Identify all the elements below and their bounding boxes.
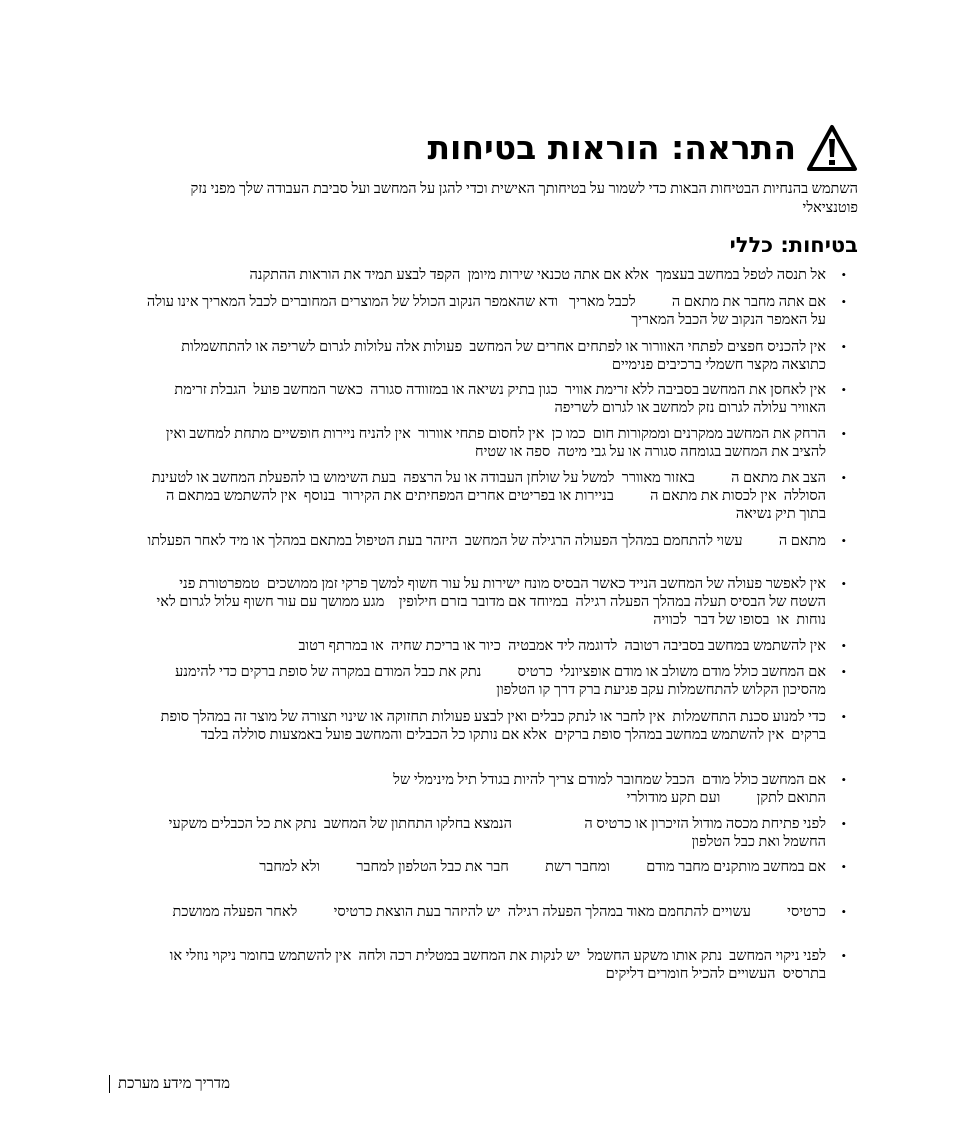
bullet-icon: • xyxy=(841,904,846,919)
list-item xyxy=(146,771,846,807)
bullet-icon: • xyxy=(841,470,846,485)
bullet-icon: • xyxy=(841,576,846,591)
list-item xyxy=(146,425,846,461)
list-item-text: לפני פתיחת מכסה מודול הזיכרון או כרטיס ה הנמצא בחלקו התחתון של המחשב נתק את כל הכבלים משקעי החשמל ואת כבל הטלפון xyxy=(165,816,826,850)
bullet-icon: • xyxy=(841,709,846,724)
list-item xyxy=(146,575,846,629)
bullet-icon: • xyxy=(841,339,846,354)
list-item-text: אם במחשב מותקנים מחבר מודם ומחבר רשת חבר את כבל הטלפון למחבר ולא למחבר xyxy=(259,859,826,875)
list-item-text: הצב את מתאם ה באזור מאוורר למשל על שולחן העבודה או על הרצפה בעת השימוש בו להפעלת המחשב או לטעינת הסוללה אין לכסות את מתאם ה בניירות או בפריטים אחרים המפחיתים את הקירור בנוסף אין להשתמש במתאם ה בתוך תיק נשיאה xyxy=(129,470,826,522)
page-footer xyxy=(109,1075,230,1093)
list-item xyxy=(146,532,846,550)
list-item xyxy=(129,469,846,523)
bullet-icon: • xyxy=(841,638,846,653)
list-item xyxy=(146,266,846,284)
bullet-icon: • xyxy=(841,426,846,441)
section-title: בטיחות: כללי xyxy=(729,233,858,257)
bullet-icon: • xyxy=(841,533,846,548)
warning-triangle-icon xyxy=(806,124,858,172)
list-item xyxy=(146,708,846,744)
list-item-text: אין להכניס חפצים לפתחי האוורור או לפתחים אחרים של המחשב פעולות אלה עלולות לגרום לשריפה או להתחשמלות כתוצאה מקצר חשמלי ברכיבים פנימיים xyxy=(177,339,826,373)
list-item-text: אם המחשב כולל מודם הכבל שמחובר למודם צריך להיות בגודל תיל מינימלי של התואם לתקן ועם תקע מודולרי xyxy=(393,772,826,806)
list-item-text: הרחק את המחשב ממקרנים וממקורות חום כמו כן אין לחסום פתחי אוורור אין להניח ניירות חופשיים מתחת למחשב ואין להציב את המחשב בגומחה סגורה או על גבי מיטה ספה או שטיח xyxy=(162,426,826,460)
list-item xyxy=(146,381,846,417)
bullet-icon: • xyxy=(841,382,846,397)
list-item-text: אם אתה מחבר את מתאם ה לכבל מאריך ודא שהאמפר הנקוב הכולל של המוצרים המחוברים לכבל המאריך אינו עולה על האמפר הנקוב של הכבל המאריך xyxy=(143,294,826,328)
list-item-text: מתאם ה עשוי להתחמם במהלך הפעולה הרגילה של המחשב היזהר בעת הטיפול במתאם במהלך או מיד לאחר הפעלתו xyxy=(147,533,826,549)
intro-paragraph: השתמש בהנחיות הבטיחות הבאות כדי לשמור על בטיחותך האישית וכדי להגן על המחשב ועל סביבת העבודה שלך מפני נזק פוטנציאלי xyxy=(190,181,858,216)
footer-divider xyxy=(109,1075,110,1093)
bullet-icon: • xyxy=(841,772,846,787)
bullet-icon: • xyxy=(841,267,846,282)
bullet-icon: • xyxy=(841,859,846,874)
list-item xyxy=(146,338,846,374)
footer-title: מדריך מידע מערכת xyxy=(117,1075,230,1092)
list-item xyxy=(146,858,846,876)
list-item-text: אין לאחסן את המחשב בסביבה ללא זרימת אוויר כגון בתיק נשיאה או במזוודה סגורה כאשר המחשב פועל הגבלת זרימת האוויר עלולה לגרום נזק למחשב או לגרום לשריפה xyxy=(170,382,826,416)
list-item xyxy=(143,293,846,329)
list-item xyxy=(146,947,846,983)
list-item-text: אין לאפשר פעולה של המחשב הנייד כאשר הבסיס מונח ישירות על עור חשוף למשך פרקי זמן ממושכים טמפרטורת פני השטח של הבסיס תעלה במהלך הפעלה רגילה במיוחד אם מדובר בזרם חילופין מגע ממושך עם עור חשוף עלול לגרום לאי נוחות או בסופו של דבר לכוויה xyxy=(152,576,826,628)
list-item-text: לפני ניקוי המחשב נתק אותו משקע החשמל יש לנקות את המחשב במטלית רכה ולחה אין להשתמש בחומר ניקוי נוזלי או בתרסיס העשויים להכיל חומרים דליקים xyxy=(166,948,826,982)
list-item xyxy=(146,663,846,699)
bullet-icon: • xyxy=(841,948,846,963)
bullet-icon: • xyxy=(841,816,846,831)
bullet-icon: • xyxy=(841,294,846,309)
list-item-text: אם המחשב כולל מודם משולב או מודם אופציונלי כרטיס נתק את כבל המודם במקרה של סופת ברקים כדי להימנע מהסיכון הקלוש להתחשמלות עקב פגיעת ברק דרך קו הטלפון xyxy=(171,664,826,698)
list-item-text: אין להשתמש במחשב בסביבה רטובה לדוגמה ליד אמבטיה כיור או בריכת שחיה או במרתף רטוב xyxy=(298,638,826,654)
bullet-icon: • xyxy=(841,664,846,679)
page-header xyxy=(427,124,858,172)
list-item xyxy=(146,637,846,655)
page-title: התראה: הוראות בטיחות xyxy=(427,128,796,167)
list-item-text: כרטיסי עשויים להתחמם מאוד במהלך הפעלה רגילה יש להיזהר בעת הוצאת כרטיסי לאחר הפעלה ממושכת xyxy=(172,904,826,920)
list-item xyxy=(146,903,846,921)
list-item xyxy=(146,815,846,851)
list-item-text: אל תנסה לטפל במחשב בעצמך אלא אם אתה טכנאי שירות מיומן הקפד לבצע תמיד את הוראות ההתקנה xyxy=(249,267,826,283)
list-item-text: כדי למנוע סכנת התחשמלות אין לחבר או לנתק כבלים ואין לבצע פעולות תחזוקה או שינוי תצורה של מוצר זה במהלך סופת ברקים אין להשתמש במחשב במהלך סופת ברקים אלא אם נותקו כל הכבלים והמחשב פועל באמצעות סוללה בלבד xyxy=(157,709,826,743)
